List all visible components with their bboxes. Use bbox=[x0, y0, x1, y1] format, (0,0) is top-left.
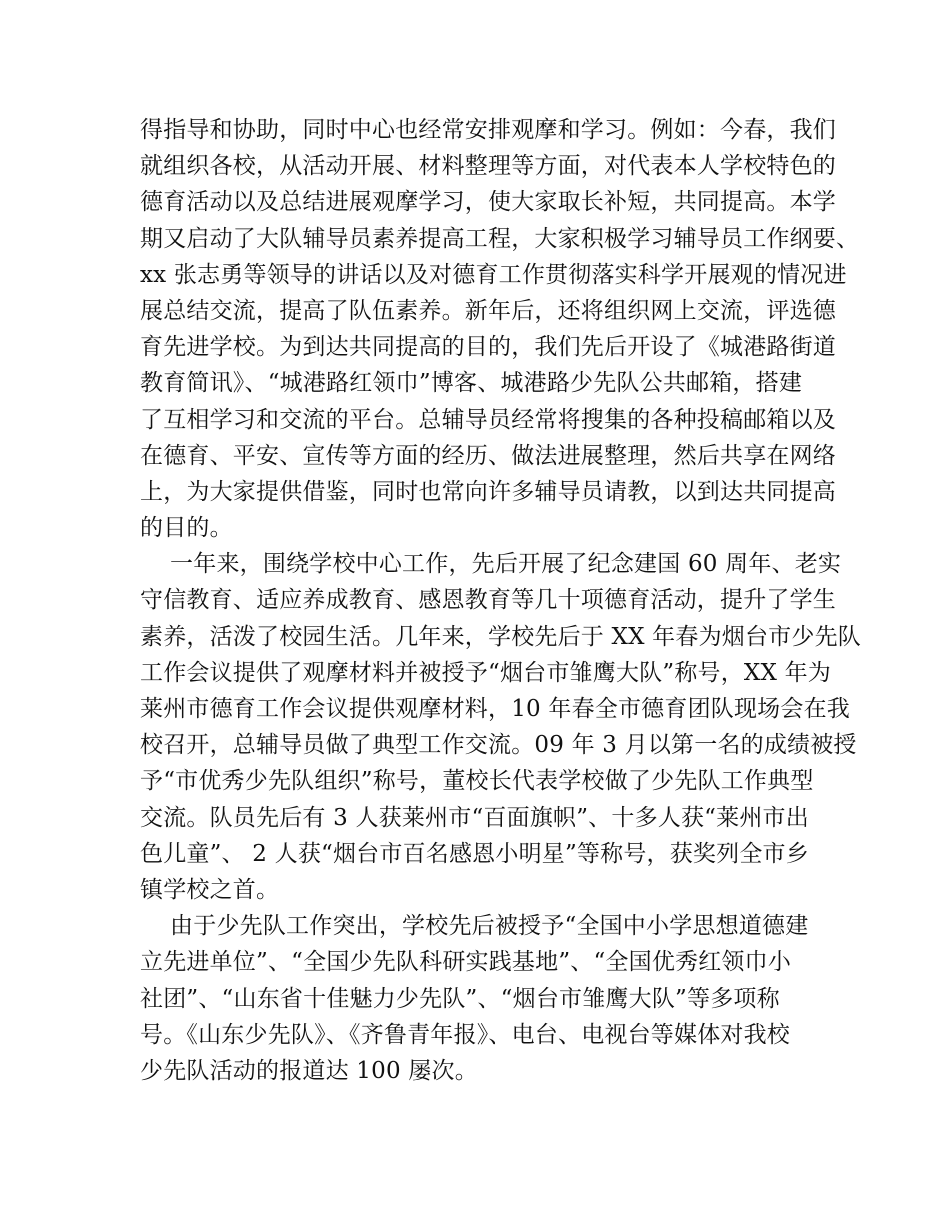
text-line: 育先进学校。为到达共同提高的目的，我们先后开设了《城港路街道 bbox=[140, 334, 836, 361]
text-line: 的目的。 bbox=[140, 515, 233, 542]
text-line: 素养，活泼了校园生活。几年来，学校先后于 XX 年春为烟台市少先队 bbox=[140, 623, 861, 650]
text-line: 上，为大家提供借鉴，同时也常向许多辅导员请教，以到达共同提高 bbox=[140, 478, 836, 505]
text-line: xx 张志勇等领导的讲话以及对德育工作贯彻落实科学开展观的情况进 bbox=[140, 261, 847, 288]
text-line: 交流。队员先后有 3 人获莱州市“百面旗帜”、十多人获“莱州市出 bbox=[140, 804, 809, 831]
text-line: 莱州市德育工作会议提供观摩材料，10 年春全市德育团队现场会在我 bbox=[140, 696, 850, 722]
text-line: 就组织各校，从活动开展、材料整理等方面，对代表本人学校特色的 bbox=[140, 153, 836, 180]
text-line: 工作会议提供了观摩材料并被授予“烟台市雏鹰大队”称号，XX 年为 bbox=[140, 659, 831, 686]
text-line: 展总结交流，提高了队伍素养。新年后，还将组织网上交流，评选德 bbox=[140, 297, 836, 324]
text-line: 少先队活动的报道达 100 屡次。 bbox=[140, 1057, 478, 1084]
text-line: 了互相学习和交流的平台。总辅导员经常将搜集的各种投稿邮箱以及 bbox=[140, 406, 836, 433]
text-line: 社团”、“山东省十佳魅力少先队”、“烟台市雏鹰大队”等多项称 bbox=[140, 985, 780, 1012]
text-line: 期又启动了大队辅导员素养提高工程，大家积极学习辅导员工作纲要、 bbox=[140, 225, 860, 252]
text-line: 色儿童”、 2 人获“烟台市百名感恩小明星”等称号，获奖列全市乡 bbox=[140, 840, 809, 867]
text-line: 教育简讯》、“城港路红领巾”博客、城港路少先队公共邮箱，搭建 bbox=[140, 370, 803, 397]
document-body bbox=[140, 112, 861, 1089]
text-line: 校召开，总辅导员做了典型工作交流。09 年 3 月以第一名的成绩被授 bbox=[140, 732, 857, 759]
text-line: 守信教育、适应养成教育、感恩教育等几十项德育活动，提升了学生 bbox=[140, 587, 836, 614]
text-line: 予“市优秀少先队组织”称号，董校长代表学校做了少先队工作典型 bbox=[140, 768, 814, 795]
text-line: 一年来，围绕学校中心工作，先后开展了纪念建国 60 周年、老实 bbox=[140, 551, 842, 578]
text-line: 镇学校之首。 bbox=[140, 876, 280, 903]
text-line: 立先进单位”、“全国少先队科研实践基地”、“全国优秀红领巾小 bbox=[140, 949, 792, 976]
text-line: 得指导和协助，同时中心也经常安排观摩和学习。例如：今春，我们 bbox=[140, 117, 836, 143]
text-line: 在德育、平安、宣传等方面的经历、做法进展整理，然后共享在网络 bbox=[140, 442, 836, 469]
text-line: 由于少先队工作突出，学校先后被授予“全国中小学思想道德建 bbox=[140, 913, 809, 940]
text-line: 号。《山东少先队》、《齐鲁青年报》、电台、电视台等媒体对我校 bbox=[140, 1021, 790, 1048]
text-line: 德育活动以及总结进展观摩学习，使大家取长补短，共同提高。本学 bbox=[140, 189, 836, 216]
